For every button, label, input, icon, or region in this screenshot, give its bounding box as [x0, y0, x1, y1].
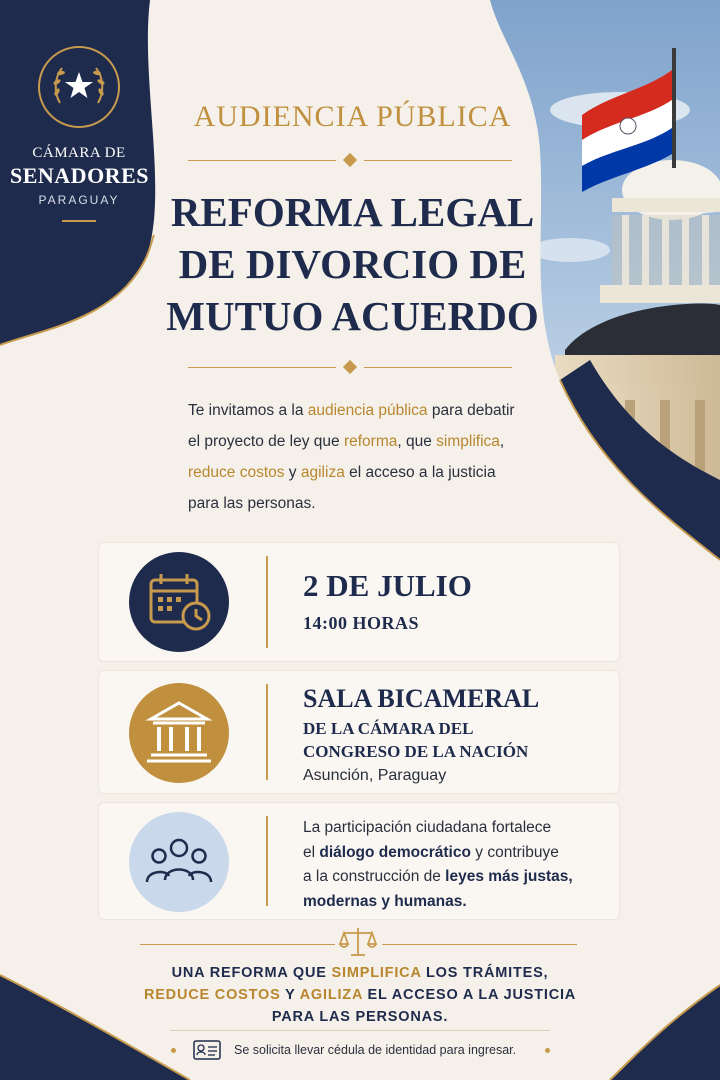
senate-emblem	[38, 46, 120, 128]
mid-divider-left	[188, 367, 336, 368]
venue-line-2: CONGRESO DE LA NACIÓN	[303, 742, 529, 761]
event-time: 14:00 HORAS	[303, 613, 420, 633]
venue-name: SALA BICAMERAL	[303, 684, 540, 713]
footer-slogan: UNA REFORMA QUE SIMPLIFICA LOS TRÁMITES, REDUCE COSTOS Y AGILIZA EL ACCESO A LA JUSTICIA PARA LAS PERSONAS.	[143, 965, 577, 1025]
calendar-clock-icon	[129, 552, 229, 652]
participation-text: La participación ciudadana fortalece el diálogo democrático y contribuye a la construcción de leyes más justas, modernas y humanas.	[303, 819, 573, 910]
page-title-line-2: DE DIVORCIO DE	[178, 241, 527, 287]
venue-card-rule	[266, 684, 268, 780]
venue-line-1: DE LA CÁMARA DEL	[303, 719, 474, 738]
logo-rule	[62, 220, 96, 222]
top-divider-right	[364, 160, 512, 161]
venue-icon-circle	[129, 683, 229, 783]
logo-line-1: CÁMARA DE	[32, 145, 126, 161]
id-requirement-note: Se solicita llevar cédula de identidad para ingresar.	[234, 1043, 517, 1057]
participation-card-rule	[266, 816, 268, 906]
note-divider	[170, 1030, 550, 1031]
page-title-line-1: REFORMA LEGAL	[170, 189, 535, 235]
event-type: AUDIENCIA PÚBLICA	[193, 100, 512, 133]
star-laurel-icon	[40, 48, 118, 126]
venue-city: Asunción, Paraguay	[303, 767, 447, 784]
date-icon-circle	[129, 552, 229, 652]
mid-divider-right	[364, 367, 512, 368]
people-group-icon	[129, 812, 229, 912]
top-divider-left	[188, 160, 336, 161]
footer-divider-left	[140, 944, 335, 945]
logo-line-3: PARAGUAY	[38, 193, 120, 207]
scales-of-justice-icon	[338, 925, 378, 959]
note-bullet-2	[545, 1048, 550, 1053]
date-card-rule	[266, 556, 268, 648]
footer-divider-right	[382, 944, 577, 945]
intro-paragraph: Te invitamos a la audiencia pública para debatir el proyecto de ley que reforma, que simplifica, reduce costos y agiliza el acceso a la justicia para las personas.	[188, 402, 515, 512]
navy-bottom-right	[610, 985, 720, 1080]
event-date: 2 DE JULIO	[303, 568, 472, 603]
people-icon-circle	[129, 812, 229, 912]
logo-line-2: SENADORES	[10, 163, 149, 188]
note-bullet	[171, 1048, 176, 1053]
id-card-icon	[193, 1040, 221, 1060]
page-title-line-3: MUTUO ACUERDO	[166, 293, 539, 339]
building-columns-icon	[129, 683, 229, 783]
